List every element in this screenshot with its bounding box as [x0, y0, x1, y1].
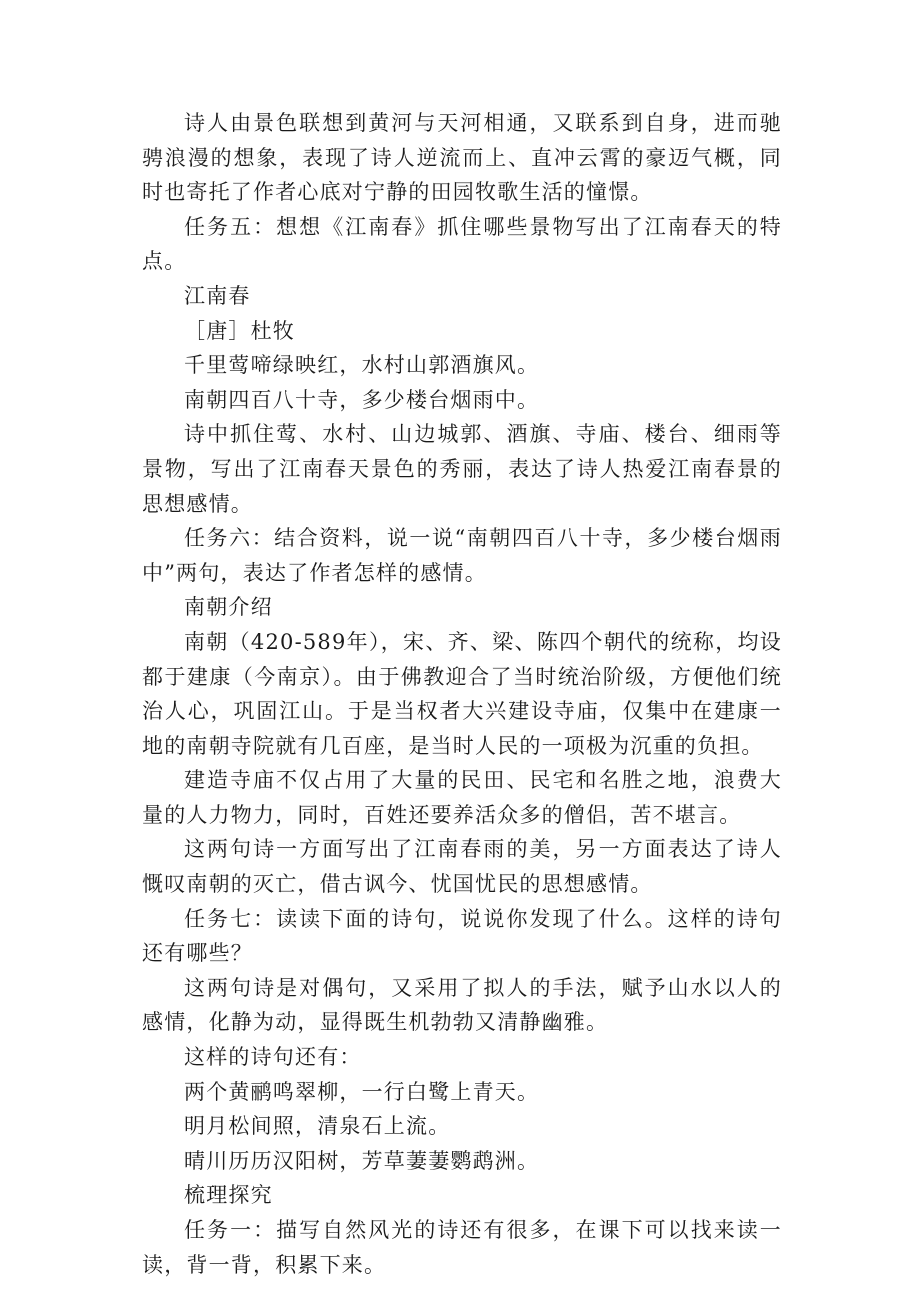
poem-line-2: 南朝四百八十寺，多少楼台烟雨中。 — [184, 387, 540, 412]
poem-line-1: 千里莺啼绿映红，水村山郭酒旗风。 — [184, 353, 540, 378]
paragraph-two-lines-meaning: 这两句诗一方面写出了江南春雨的美，另一方面表达了诗人慨叹南朝的灭亡，借古讽今、忧国忧民的思想感情。 — [142, 837, 782, 897]
paragraph-southern-dynasties-intro: 南朝（420-589年），宋、齐、梁、陈四个朝代的统称，均设都于建康（今南京）。由于佛教迎合了当时统治阶级，方便他们统治人心，巩固江山。于是当权者大兴建设寺庙，仅集中在建康一地的南朝寺院就有几百座，是当时人民的一项极为沉重的负担。 — [142, 629, 782, 758]
poem-title: 江南春 — [184, 283, 251, 308]
example-verse-2: 明月松间照，清泉石上流。 — [184, 1114, 451, 1139]
paragraph-task-seven: 任务七：读读下面的诗句，说说你发现了什么。这样的诗句还有哪些？ — [142, 906, 782, 966]
paragraph-poet-imagination: 诗人由景色联想到黄河与天河相通，又联系到自身，进而驰骋浪漫的想象，表现了诗人逆流而上、直冲云霄的豪迈气概，同时也寄托了作者心底对宁静的田园牧歌生活的憧憬。 — [142, 111, 782, 205]
paragraph-task-one: 任务一：描写自然风光的诗还有很多，在课下可以找来读一读，背一背，积累下来。 — [142, 1218, 782, 1277]
section-heading-southern-dynasties: 南朝介绍 — [184, 595, 273, 620]
paragraph-temple-burden: 建造寺庙不仅占用了大量的民田、民宅和名胜之地，浪费大量的人力物力，同时，百姓还要养活众多的僧侣，苦不堪言。 — [142, 768, 782, 827]
example-verse-3: 晴川历历汉阳树，芳草萋萋鹦鹉洲。 — [184, 1148, 540, 1173]
paragraph-couplet-analysis: 这两句诗是对偶句，又采用了拟人的手法，赋予山水以人的感情，化静为动，显得既生机勃勃又清静幽雅。 — [142, 975, 782, 1035]
paragraph-task-six: 任务六：结合资料，说一说“南朝四百八十寺，多少楼台烟雨中”两句，表达了作者怎样的感情。 — [142, 526, 782, 585]
paragraph-poem-analysis: 诗中抓住莺、水村、山边城郭、酒旗、寺庙、楼台、细雨等景物，写出了江南春天景色的秀丽，表达了诗人热爱江南春景的思想感情。 — [142, 422, 782, 516]
paragraph-task-five: 任务五：想想《江南春》抓住哪些景物写出了江南春天的特点。 — [142, 214, 782, 274]
poem-author: ［唐］杜牧 — [184, 318, 295, 343]
document-body — [142, 106, 782, 1282]
paragraph-more-examples-intro: 这样的诗句还有： — [184, 1045, 362, 1070]
example-verse-1: 两个黄鹂鸣翠柳，一行白鹭上青天。 — [184, 1079, 540, 1104]
section-heading-review: 梳理探究 — [184, 1183, 273, 1208]
